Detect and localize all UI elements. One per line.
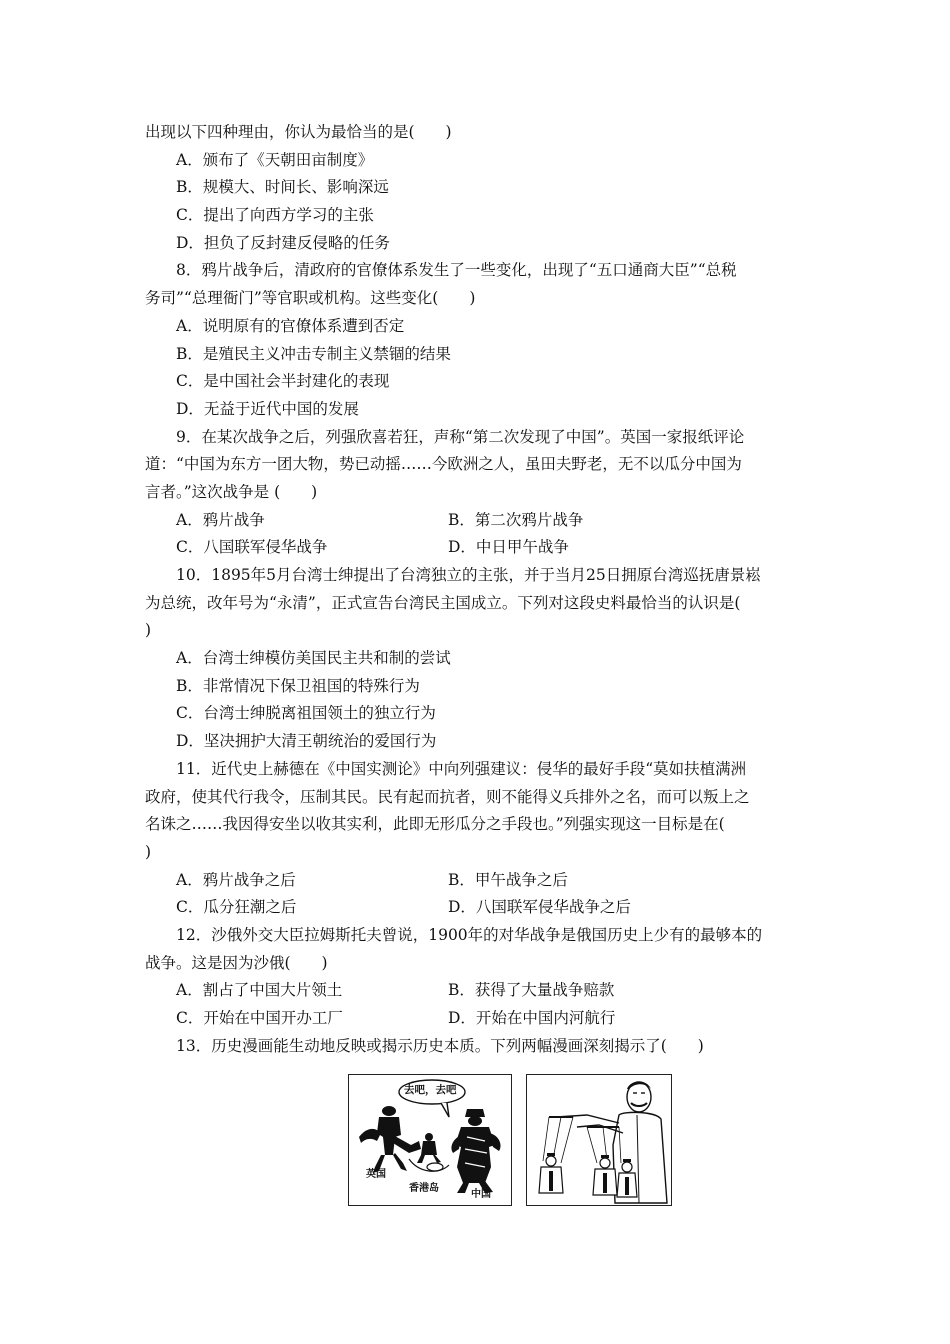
q7-option-d: D．担负了反封建反侵略的任务: [176, 233, 390, 252]
cartoon-right-panel: [526, 1074, 672, 1206]
q10-option-b: B．非常情况下保卫祖国的特殊行为: [176, 676, 420, 695]
q11-stem-line-3: 名诛之……我因得安坐以收其实利，此即无形瓜分之手段也。”列强实现这一目标是在(: [145, 815, 725, 834]
q10-option-a: A．台湾士绅模仿美国民主共和制的尝试: [176, 649, 451, 668]
q12-options-row-2: [145, 1005, 810, 1033]
label-china: 中国: [471, 1189, 491, 1200]
q9-option-b: B．第二次鸦片战争: [448, 510, 584, 529]
cartoon-right-puppeteer-drawing: [527, 1075, 671, 1205]
cartoon-speech-bubble: 去吧，去吧: [404, 1084, 457, 1096]
q10-stem-line-1: 10．1895年5月台湾士绅提出了台湾独立的主张，并于当月25日拥原台湾巡抚唐景崧: [176, 566, 761, 584]
q12-option-d: D．开始在中国内河航行: [448, 1009, 616, 1027]
q11-options-row-1: [145, 867, 810, 895]
q9-option-a: A．鸦片战争: [176, 510, 265, 529]
q10-option-c: C．台湾士绅脱离祖国领土的独立行为: [176, 704, 436, 723]
q9-options-row-1: [145, 507, 810, 535]
q11-stem-line-1: 11．近代史上赫德在《中国实测论》中向列强建议：侵华的最好手段“莫如扶植满洲: [176, 759, 747, 778]
label-britain: 英国: [366, 1169, 386, 1180]
q11-option-d: D．八国联军侵华战争之后: [448, 898, 631, 917]
q12-options-row-1: [145, 977, 810, 1005]
q8-option-c: C．是中国社会半封建化的表现: [176, 372, 390, 391]
q11-stem-line-4: ): [145, 842, 152, 861]
q9-option-c: C．八国联军侵华战争: [176, 538, 328, 557]
q12-stem-line-2: 战争。这是因为沙俄( ): [145, 953, 328, 972]
q8-option-a: A．说明原有的官僚体系遭到否定: [176, 316, 405, 335]
q11-option-a: A．鸦片战争之后: [176, 870, 296, 889]
q9-option-d: D．中日甲午战争: [448, 538, 569, 557]
q11-options-row-2: [145, 894, 810, 922]
q12-option-a: A．割占了中国大片领土: [176, 981, 343, 1000]
q8-stem-line-2: 务司”“总理衙门”等官职或机构。这些变化( ): [145, 289, 476, 308]
q11-option-c: C．瓜分狂潮之后: [176, 898, 297, 917]
q9-stem-line-3: 言者。”这次战争是 ( ): [145, 482, 318, 501]
q9-options-row-2: [145, 534, 810, 562]
q7-option-c: C．提出了向西方学习的主张: [176, 206, 374, 225]
q9-stem-line-1: 9．在某次战争之后，列强欣喜若狂，声称“第二次发现了中国”。英国一家报纸评论: [176, 427, 745, 446]
exam-page: [145, 119, 810, 1060]
q11-option-b: B．甲午战争之后: [448, 870, 568, 889]
cartoon-figures: [348, 1074, 670, 1204]
q12-stem-line-1: 12．沙俄外交大臣拉姆斯托夫曾说，1900年的对华战争是俄国历史上少有的最够本的: [176, 925, 763, 944]
cartoon-left-panel: [348, 1074, 512, 1206]
q8-option-b: B．是殖民主义冲击专制主义禁锢的结果: [176, 344, 451, 363]
q13-stem: 13．历史漫画能生动地反映或揭示历史本质。下列两幅漫画深刻揭示了( ): [176, 1036, 704, 1055]
q7-option-a: A．颁布了《天朝田亩制度》: [176, 150, 374, 169]
q7-stem-tail: 出现以下四种理由，你认为最恰当的是( ): [145, 123, 452, 141]
q12-option-c: C．开始在中国开办工厂: [176, 1009, 343, 1027]
q12-option-b: B．获得了大量战争赔款: [448, 981, 615, 1000]
q8-stem-line-1: 8．鸦片战争后，清政府的官僚体系发生了一些变化，出现了“五口通商大臣”“总税: [176, 261, 737, 280]
q10-option-d: D．坚决拥护大清王朝统治的爱国行为: [176, 732, 437, 751]
q11-stem-line-2: 政府，使其代行我令，压制其民。民有起而抗者，则不能得义兵排外之名，而可以叛上之: [145, 787, 750, 806]
q10-stem-line-2: 为总统，改年号为“永清”，正式宣告台湾民主国成立。下列对这段史料最恰当的认识是(: [145, 593, 741, 612]
q10-stem-line-3: ): [145, 621, 152, 640]
label-hongkong: 香港岛: [409, 1183, 439, 1194]
q8-option-d: D．无益于近代中国的发展: [176, 399, 359, 418]
q7-option-b: B．规模大、时间长、影响深远: [176, 178, 389, 197]
q9-stem-line-2: 道：“中国为东方一团大物，势已动摇……今欧洲之人，虽田夫野老，无不以瓜分中国为: [145, 455, 742, 474]
